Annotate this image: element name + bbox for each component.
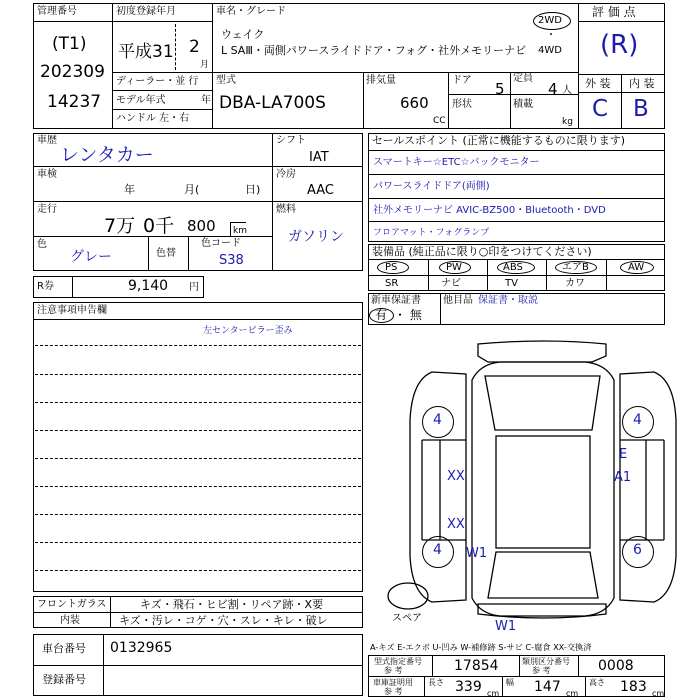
warranty-label: 新車保証書 (371, 295, 421, 306)
first-reg-label: 初度登録年月 (116, 6, 176, 17)
front-glass-label: フロントガラス (37, 599, 107, 610)
drive-2wd: 2WD (538, 15, 562, 26)
sales-point: スマートキー☆ETC☆バックモニター (373, 157, 540, 168)
katashiki-label: 型式 (216, 75, 236, 86)
capacity-value: 4 (548, 80, 558, 98)
divider (33, 612, 363, 613)
cc-unit: CC (433, 116, 446, 126)
equipment-code: PW (446, 262, 462, 273)
shaken-month: 月( (184, 183, 200, 196)
displacement-label: 排気量 (366, 75, 396, 86)
interior-glass-label: 内装 (60, 615, 80, 626)
kg-unit: kg (562, 117, 573, 127)
notes-label: 注意事項申告欄 (37, 305, 107, 316)
doors-value: 5 (495, 80, 505, 98)
shaken-year: 年 (124, 183, 135, 196)
car-grade: L SAⅢ・両側パワースライドドア・フォグ・社外メモリーナビ (221, 44, 527, 57)
color-value: グレー (70, 249, 112, 265)
divider (578, 655, 579, 676)
interior-glass-value: キズ・汚レ・コゲ・穴・スレ・キレ・破レ (119, 614, 328, 627)
spare-label: スペア (392, 613, 422, 624)
drive-4wd: 4WD (538, 45, 562, 56)
tire-rl-value: 4 (433, 542, 442, 558)
other-label: 他目品 (443, 295, 473, 306)
cm-unit: cm (487, 689, 500, 698)
history-value: レンタカー (60, 144, 154, 166)
damage-legend: A-キズ E-エクボ U-凹み W-補修跡 S-サビ C-腐食 XX-交換済 (370, 642, 592, 652)
tire-fl-value: 4 (433, 412, 442, 428)
damage-mark: W1 (495, 619, 517, 634)
interior-label: 内 装 (629, 77, 655, 90)
tire-fr-value: 4 (633, 412, 642, 428)
type-approval-label: 型式指定番号 (374, 657, 422, 666)
model-year-label: モデル年式 (116, 95, 166, 106)
equipment-name: SR (385, 278, 399, 289)
divider (502, 676, 503, 697)
cm-unit: cm (566, 689, 579, 698)
sales-label: セールスポイント (正常に機能するものに限ります) (372, 134, 626, 147)
shape-label: 形状 (452, 99, 472, 110)
divider (424, 676, 425, 697)
damage-mark: XX (447, 517, 465, 532)
sales-point: フロアマット・フォグランプ (373, 228, 490, 238)
shift-value: IAT (309, 150, 329, 165)
registration-label: 登録番号 (42, 673, 86, 686)
category-sub: 参 考 (532, 666, 551, 675)
mileage-sen: 0千 (143, 215, 175, 237)
load-label: 積載 (513, 99, 533, 110)
mileage-rest: 800 (187, 217, 216, 235)
color-label: 色 (37, 239, 47, 250)
divider (585, 676, 586, 697)
equipment-code: PS (385, 262, 398, 273)
notes-line: 左センターピラー歪み (203, 326, 293, 336)
divider (432, 655, 433, 676)
katashiki-value: DBA-LA700S (219, 93, 326, 113)
kanri-label: 管理番号 (37, 6, 77, 17)
kanri-no1: 202309 (40, 62, 105, 82)
width-value: 147 (534, 679, 561, 695)
shaken-day: 日) (245, 183, 261, 196)
damage-mark: W1 (466, 546, 488, 561)
length-value: 339 (455, 679, 482, 695)
cm-unit: cm (652, 689, 665, 698)
cert-label: 車庫証明用 (373, 678, 413, 687)
equipment-label: 装備品 (純正品に限り○印をつけてください) (372, 245, 592, 258)
front-glass-value: キズ・飛石・ヒビ割・リペア跡・X要 (140, 598, 324, 611)
type-approval-value: 17854 (454, 658, 499, 674)
km-unit: km (233, 226, 247, 236)
ac-label: 冷房 (276, 169, 296, 180)
kanri-code: (T1) (52, 34, 87, 54)
shaken-label: 車検 (37, 169, 57, 180)
equipment-name: TV (505, 278, 518, 289)
recycle-value: 9,140 (128, 278, 169, 294)
color-change-label: 色替 (156, 248, 176, 259)
year-unit: 年 (201, 95, 211, 106)
length-label: 長さ (428, 678, 444, 687)
divider (519, 655, 520, 676)
recycle-label: R券 (37, 281, 54, 292)
equipment-code: エアB (562, 262, 589, 273)
sales-point: パワースライドドア(両側) (373, 181, 490, 192)
width-label: 幅 (506, 678, 514, 687)
equipment-name: ナビ (441, 278, 461, 289)
displacement-value: 660 (400, 94, 429, 112)
name-grade-label: 車名・グレード (216, 6, 286, 17)
equipment-code: AW (628, 262, 645, 273)
eval-label: 評 価 点 (592, 5, 636, 19)
divider (33, 665, 363, 666)
fuel-value: ガソリン (288, 229, 344, 245)
exterior-label: 外 装 (585, 77, 611, 90)
history-label: 車歴 (37, 135, 57, 146)
height-label: 高さ (589, 678, 605, 687)
color-code-label: 色コード (201, 238, 241, 249)
divider (103, 634, 104, 696)
interior-value: B (633, 96, 649, 122)
eval-value: (R) (600, 30, 639, 60)
shift-label: シフト (276, 135, 306, 146)
mileage-man: 7万 (104, 215, 136, 237)
capacity-unit: 人 (562, 85, 572, 96)
car-name: ウェイク (221, 28, 265, 41)
damage-mark: XX (447, 469, 465, 484)
doors-label: ドア (452, 75, 472, 86)
recycle-unit: 円 (189, 282, 199, 293)
warranty-rest: ・ 無 (394, 308, 422, 322)
equipment-code: ABS (503, 262, 523, 273)
fuel-label: 燃料 (276, 204, 296, 215)
cert-sub: 参 考 (384, 687, 403, 696)
type-approval-sub: 参 考 (384, 666, 403, 675)
chassis-value: 0132965 (110, 640, 173, 656)
handle-label: ハンドル 左・右 (116, 113, 190, 124)
other-value: 保証書・取説 (478, 295, 538, 306)
exterior-value: C (592, 96, 609, 122)
ac-value: AAC (307, 183, 334, 198)
damage-mark: A1 (614, 470, 632, 485)
kanri-no2: 14237 (47, 92, 102, 112)
chassis-label: 車台番号 (42, 642, 86, 655)
damage-mark: E (619, 447, 628, 462)
height-value: 183 (620, 679, 647, 695)
capacity-label: 定員 (513, 73, 533, 84)
color-code-value: S38 (219, 253, 244, 268)
sales-point: 社外メモリーナビ AVIC-BZ500・Bluetooth・DVD (373, 205, 606, 216)
first-reg-era: 平成31 (118, 42, 174, 62)
drive-dot: ・ (546, 30, 556, 41)
dealer-label: ディーラー・並 行 (116, 76, 199, 87)
tire-rr-value: 6 (633, 542, 642, 558)
first-reg-unit: 月 (200, 60, 210, 70)
mileage-label: 走行 (37, 204, 57, 215)
category-value: 0008 (598, 658, 634, 674)
first-reg-month: 2 (189, 37, 200, 57)
category-label: 類別区分番号 (522, 657, 570, 666)
equipment-name: カワ (565, 278, 585, 289)
warranty-circled: 有 (375, 308, 388, 322)
